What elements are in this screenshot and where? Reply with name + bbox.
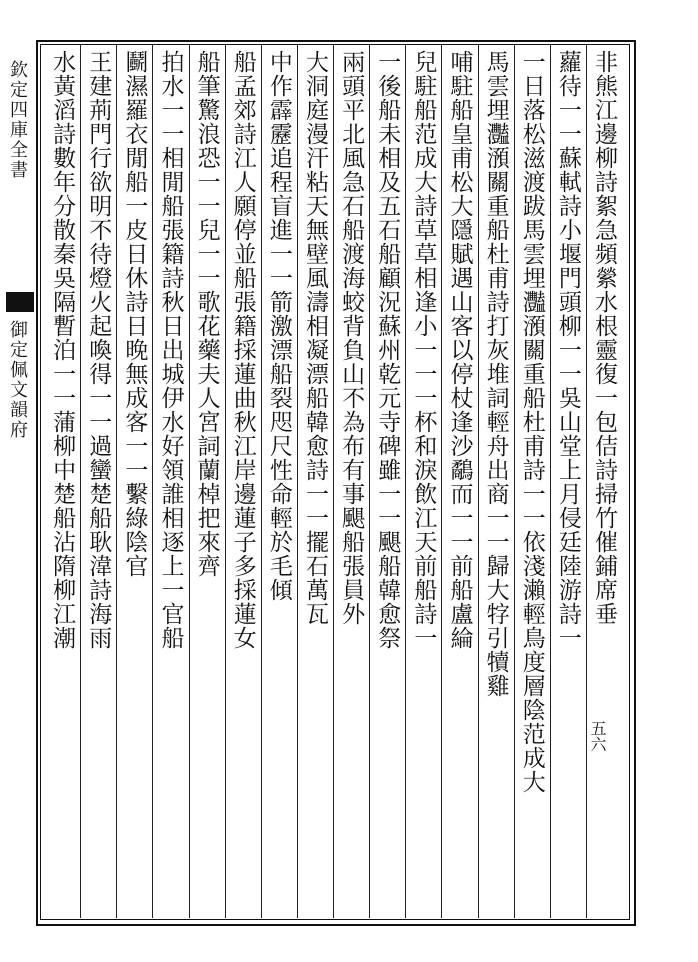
column-text: 哺駐船皇甫松大隱賦遇山客以停杖逢沙鷸而一一前船盧綸 <box>446 50 473 650</box>
column-text: 拍水一一相閒船張籍詩秋日出城伊水好領誰相逐上一官船 <box>157 50 184 650</box>
column-text: 馬雲埋灩澦關重船杜甫詩打灰堆詞輕舟出商一一歸大牸引犢雞 <box>482 50 509 698</box>
text-column <box>114 50 154 578</box>
column-rule <box>80 44 81 918</box>
text-column <box>548 50 588 650</box>
text-column <box>78 50 118 650</box>
text-column <box>150 50 190 650</box>
column-text: 一日落松滋渡跋馬雲埋灩澦關重船杜甫詩一一依淺瀨輕鳥度層陰范成大 <box>518 50 545 794</box>
text-column <box>187 50 227 578</box>
column-text: 一後船未相及五石船顧況蘇州乾元寺碑雖一一颶船韓愈祭 <box>374 50 401 650</box>
column-rule <box>333 44 334 918</box>
text-column <box>584 50 624 626</box>
column-rule <box>441 44 442 918</box>
column-text: 水黃滔詩數年分散秦吳隔暫泊一一蒲柳中楚船沾隋柳江潮 <box>49 50 76 650</box>
margin-column <box>4 60 34 180</box>
text-column <box>512 50 552 794</box>
text-column <box>367 50 407 650</box>
column-rule <box>586 44 587 918</box>
column-rule <box>514 44 515 918</box>
column-rule <box>297 44 298 918</box>
column-text: 非熊江邊柳詩絮急頻縈水根靈復一包佶詩掃竹催鋪席垂 <box>590 50 617 626</box>
column-text: 鬬濕羅衣閒船一皮日休詩日晚無成客一一繫綠陰官 <box>121 50 148 578</box>
column-text: 中作霹靂追程盲進一一箭激漂船裂咫尺性命輕於毛傾 <box>265 50 292 602</box>
text-column <box>476 50 516 698</box>
text-column <box>295 50 335 626</box>
column-text: 兒駐船范成大詩草草相逢小一一一杯和淚飲江天前船詩一 <box>410 50 437 650</box>
column-rule <box>189 44 190 918</box>
column-rule <box>152 44 153 918</box>
column-rule <box>405 44 406 918</box>
column-text: 船孟郊詩江人願停並船張籍採蓮曲秋江岸邊蓮子多採蓮女 <box>229 50 256 650</box>
page-number: 五六 <box>588 720 607 752</box>
column-text: 蘿待一一蘇軾詩小堰門頭柳一一吳山堂上月侵廷陸游詩一 <box>554 50 581 650</box>
text-column <box>331 50 371 626</box>
text-column <box>42 50 82 650</box>
column-rule <box>369 44 370 918</box>
text-column <box>439 50 479 650</box>
book-title: 欽定四庫全書 <box>7 60 28 180</box>
text-column <box>403 50 443 650</box>
column-text: 兩頭平北風急石船渡海蛟背負山不為布有事颶船張員外 <box>338 50 365 626</box>
section-title: 御定佩文韻府 <box>7 320 28 440</box>
column-rule <box>550 44 551 918</box>
text-column <box>223 50 263 650</box>
fishtail-mark <box>6 292 34 312</box>
column-text: 大洞庭漫汗粘天無壁風濤相凝漂船韓愈詩一一擺石萬瓦 <box>301 50 328 626</box>
column-rule <box>225 44 226 918</box>
column-rule <box>261 44 262 918</box>
text-column <box>259 50 299 602</box>
margin-column-lower <box>4 320 34 440</box>
column-rule <box>116 44 117 918</box>
column-text: 船筆驚浪恐一一兒一一歌花藥夫人宮詞蘭棹把來齊 <box>193 50 220 578</box>
column-text: 王建荊門行欲明不待燈火起喚得一一過蠻楚船耿湋詩海雨 <box>85 50 112 650</box>
column-rule <box>478 44 479 918</box>
